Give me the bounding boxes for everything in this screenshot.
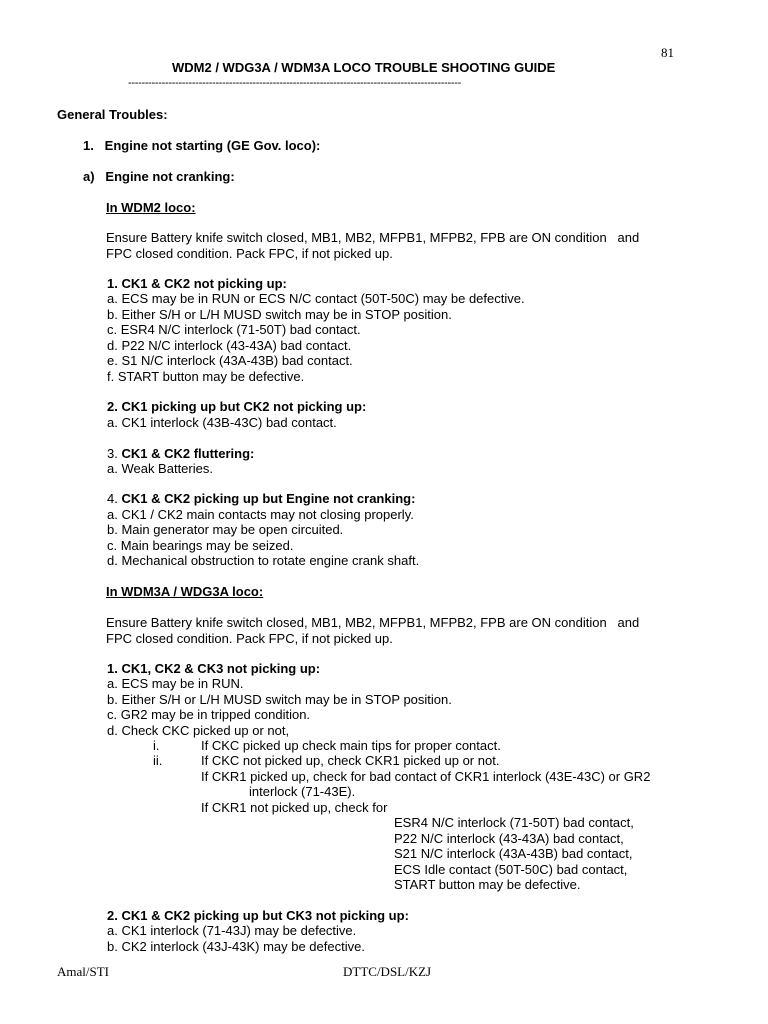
wdm2-group-1-item: a. ECS may be in RUN or ECS N/C contact (50T-50C) may be defective. bbox=[107, 291, 525, 306]
ckr1-not-picked: If CKR1 not picked up, check for bbox=[201, 800, 388, 815]
footer-author: Amal/STI bbox=[57, 964, 109, 979]
ckr1-picked-line-1: If CKR1 picked up, check for bad contact of CKR1 interlock (43E-43C) or GR2 bbox=[201, 769, 651, 784]
wdm2-group-2-item: a. CK1 interlock (43B-43C) bad contact. bbox=[107, 415, 337, 430]
wdm3a-ensure-line-1: Ensure Battery knife switch closed, MB1, MB2, MFPB1, MFPB2, FPB are ON condition and bbox=[106, 615, 640, 630]
item-1-heading: 1. Engine not starting (GE Gov. loco): bbox=[83, 138, 321, 153]
wdm2-ensure-line-1: Ensure Battery knife switch closed, MB1, MB2, MFPB1, MFPB2, FPB are ON condition and bbox=[106, 230, 640, 245]
wdm3a-group-1-title: 1. CK1, CK2 & CK3 not picking up: bbox=[107, 661, 321, 676]
sub-item-ii-number: ii. bbox=[153, 753, 163, 768]
wdm3a-group-1-item: b. Either S/H or L/H MUSD switch may be in STOP position. bbox=[107, 692, 452, 707]
wdm3a-ensure-line-2: FPC closed condition. Pack FPC, if not picked up. bbox=[106, 631, 393, 646]
wdm2-group-4-item: a. CK1 / CK2 main contacts may not closing properly. bbox=[107, 507, 414, 522]
title-rule: --------------------------------------------------------------------------------------------------- bbox=[128, 77, 461, 89]
wdm2-group-1-title: 1. CK1 & CK2 not picking up: bbox=[107, 276, 287, 291]
ckr1-check-item: S21 N/C interlock (43A-43B) bad contact, bbox=[394, 846, 633, 861]
wdm2-group-1-item: e. S1 N/C interlock (43A-43B) bad contact. bbox=[107, 353, 353, 368]
wdm2-group-4-title bbox=[107, 491, 415, 506]
footer-office: DTTC/DSL/KZJ bbox=[343, 964, 432, 979]
group-3-text: CK1 & CK2 fluttering: bbox=[121, 446, 255, 461]
wdm3a-group-2-item: a. CK1 interlock (71-43J) may be defective. bbox=[107, 923, 357, 938]
ckr1-check-item: START button may be defective. bbox=[394, 877, 581, 892]
ckr1-check-item: ESR4 N/C interlock (71-50T) bad contact, bbox=[394, 815, 634, 830]
wdm2-group-1-item: d. P22 N/C interlock (43-43A) bad contact. bbox=[107, 338, 352, 353]
page-number: 81 bbox=[661, 45, 674, 60]
ckr1-check-item: P22 N/C interlock (43-43A) bad contact, bbox=[394, 831, 624, 846]
wdm2-group-2-title: 2. CK1 picking up but CK2 not picking up: bbox=[107, 399, 367, 414]
ckr1-check-item: ECS Idle contact (50T-50C) bad contact, bbox=[394, 862, 628, 877]
wdm3a-group-2-title: 2. CK1 & CK2 picking up but CK3 not picking up: bbox=[107, 908, 409, 923]
wdm2-group-1-item: b. Either S/H or L/H MUSD switch may be in STOP position. bbox=[107, 307, 452, 322]
wdm2-group-4-item: d. Mechanical obstruction to rotate engine crank shaft. bbox=[107, 553, 420, 568]
document-title: WDM2 / WDG3A / WDM3A LOCO TROUBLE SHOOTING GUIDE bbox=[172, 60, 556, 75]
wdm2-ensure-line-2: FPC closed condition. Pack FPC, if not picked up. bbox=[106, 246, 393, 261]
wdm2-group-4-item: c. Main bearings may be seized. bbox=[107, 538, 294, 553]
group-4-number: 4. bbox=[107, 491, 122, 506]
item-a-heading: a) Engine not cranking: bbox=[83, 169, 235, 184]
wdm3a-group-2-item: b. CK2 interlock (43J-43K) may be defective. bbox=[107, 939, 365, 954]
wdm2-group-1-item: f. START button may be defective. bbox=[107, 369, 305, 384]
group-4-text: CK1 & CK2 picking up but Engine not cranking: bbox=[121, 491, 416, 506]
sub-item-i-text: If CKC picked up check main tips for proper contact. bbox=[201, 738, 501, 753]
ckr1-picked-line-2: interlock (71-43E). bbox=[249, 784, 356, 799]
sub-item-i-number: i. bbox=[153, 738, 160, 753]
wdm3a-group-1-item: d. Check CKC picked up or not, bbox=[107, 723, 290, 738]
wdm2-group-3-title bbox=[107, 446, 254, 461]
wdm3a-group-1-item: a. ECS may be in RUN. bbox=[107, 676, 244, 691]
wdm2-group-4-item: b. Main generator may be open circuited. bbox=[107, 522, 344, 537]
sub-item-ii-text: If CKC not picked up, check CKR1 picked up or not. bbox=[201, 753, 500, 768]
wdm2-group-3-item: a. Weak Batteries. bbox=[107, 461, 213, 476]
group-3-number: 3. bbox=[107, 446, 122, 461]
wdm2-group-1-item: c. ESR4 N/C interlock (71-50T) bad contact. bbox=[107, 322, 361, 337]
wdm3a-group-1-item: c. GR2 may be in tripped condition. bbox=[107, 707, 311, 722]
wdm2-heading: In WDM2 loco: bbox=[106, 200, 196, 215]
section-heading: General Troubles: bbox=[57, 107, 168, 122]
wdm3a-heading: In WDM3A / WDG3A loco: bbox=[106, 584, 264, 599]
